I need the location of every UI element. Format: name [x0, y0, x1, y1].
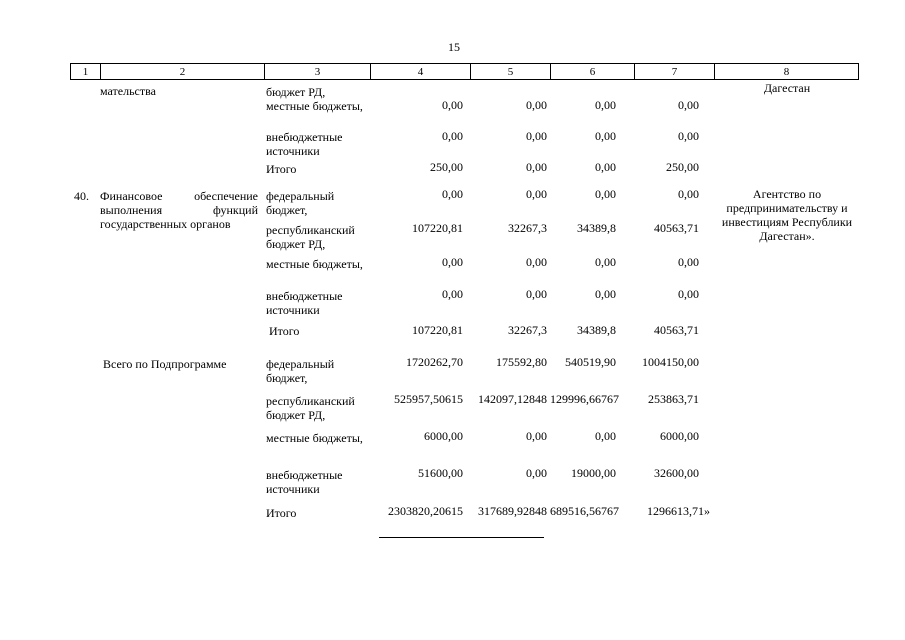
- carry-source-0: бюджет РД,: [266, 85, 326, 99]
- total-r2-c4: 6000,00: [424, 429, 463, 443]
- total-r2-c6: 0,00: [595, 429, 616, 443]
- item-40-r1-c7: 40563,71: [654, 221, 699, 235]
- item-40-r3-c4: 0,00: [442, 287, 463, 301]
- item-40-r2-c4: 0,00: [442, 255, 463, 269]
- item-40-r4-c4: 107220,81: [412, 323, 463, 337]
- carry-source-1: местные бюджеты,: [266, 99, 363, 113]
- carry-r3-c4: 250,00: [430, 160, 463, 174]
- carry-r2-c6: 0,00: [595, 129, 616, 143]
- item-40-name-line-3: государственных органов: [100, 217, 231, 231]
- carry-r3-c7: 250,00: [666, 160, 699, 174]
- carry-source-2: внебюджетные источники: [266, 130, 343, 158]
- item-40-source-0: федеральный бюджет,: [266, 189, 335, 217]
- carry-r1-c6: 0,00: [595, 98, 616, 112]
- total-r3-c5: 0,00: [526, 466, 547, 480]
- carry-r1-c4: 0,00: [442, 98, 463, 112]
- total-r1-c5: 142097,12848: [478, 392, 547, 406]
- total-source-1: республиканский бюджет РД,: [266, 394, 355, 422]
- total-r4-c7: 1296613,71»: [647, 504, 710, 518]
- carry-r1-c5: 0,00: [526, 98, 547, 112]
- carry-r2-c7: 0,00: [678, 129, 699, 143]
- item-40-source-4: Итого: [269, 324, 300, 338]
- carry-name-end: мательства: [100, 84, 156, 98]
- total-r3-c6: 19000,00: [571, 466, 616, 480]
- item-40-r2-c6: 0,00: [595, 255, 616, 269]
- item-40-r3-c7: 0,00: [678, 287, 699, 301]
- item-40-name: [100, 189, 258, 231]
- total-r2-c5: 0,00: [526, 429, 547, 443]
- item-40-r0-c4: 0,00: [442, 187, 463, 201]
- column-header-row: [70, 63, 859, 80]
- item-40-name-line-2: выполнения функций: [100, 203, 258, 217]
- carry-r3-c5: 0,00: [526, 160, 547, 174]
- total-source-3: внебюджетные источники: [266, 468, 343, 496]
- item-40-executor: Агентство по предпринимательству и инвестициям Республики Дагестан».: [721, 187, 853, 243]
- item-40-r1-c6: 34389,8: [577, 221, 616, 235]
- item-40-r3-c6: 0,00: [595, 287, 616, 301]
- item-40-r0-c6: 0,00: [595, 187, 616, 201]
- total-source-0: федеральный бюджет,: [266, 357, 335, 385]
- total-r0-c5: 175592,80: [496, 355, 547, 369]
- total-r4-c6: 689516,56767: [550, 504, 619, 518]
- column-header-4: 4: [371, 64, 471, 80]
- carry-r2-c4: 0,00: [442, 129, 463, 143]
- item-40-r3-c5: 0,00: [526, 287, 547, 301]
- end-of-document-rule: [379, 537, 544, 538]
- item-40-r0-c5: 0,00: [526, 187, 547, 201]
- item-40-number: 40.: [74, 189, 89, 203]
- item-40-source-3: внебюджетные источники: [266, 289, 343, 317]
- column-header-5: 5: [471, 64, 551, 80]
- item-40-r4-c5: 32267,3: [508, 323, 547, 337]
- total-source-2: местные бюджеты,: [266, 431, 363, 445]
- column-header-8: 8: [715, 64, 859, 80]
- carry-source-3: Итого: [266, 162, 297, 176]
- page-number: 15: [448, 40, 460, 54]
- item-40-source-1: республиканский бюджет РД,: [266, 223, 355, 251]
- item-40-r4-c6: 34389,8: [577, 323, 616, 337]
- total-r0-c4: 1720262,70: [406, 355, 463, 369]
- carry-r2-c5: 0,00: [526, 129, 547, 143]
- column-header-1: 1: [71, 64, 101, 80]
- total-source-4: Итого: [266, 506, 297, 520]
- total-name: Всего по Подпрограмме: [103, 357, 227, 371]
- item-40-r2-c5: 0,00: [526, 255, 547, 269]
- item-40-name-line-1: Финансовое обеспечение: [100, 189, 258, 203]
- item-40-r1-c5: 32267,3: [508, 221, 547, 235]
- column-header-2: 2: [101, 64, 265, 80]
- total-r0-c6: 540519,90: [565, 355, 616, 369]
- column-header-7: 7: [635, 64, 715, 80]
- total-r4-c4: 2303820,20615: [388, 504, 463, 518]
- total-r4-c5: 317689,92848: [478, 504, 547, 518]
- total-r1-c6: 129996,66767: [550, 392, 619, 406]
- item-40-r0-c7: 0,00: [678, 187, 699, 201]
- carry-executor-end: Дагестан: [763, 81, 811, 95]
- item-40-source-2: местные бюджеты,: [266, 257, 363, 271]
- total-r1-c7: 253863,71: [648, 392, 699, 406]
- total-r2-c7: 6000,00: [660, 429, 699, 443]
- column-header-3: 3: [265, 64, 371, 80]
- item-40-r4-c7: 40563,71: [654, 323, 699, 337]
- total-r1-c4: 525957,50615: [394, 392, 463, 406]
- total-r0-c7: 1004150,00: [642, 355, 699, 369]
- column-header-6: 6: [551, 64, 635, 80]
- carry-r3-c6: 0,00: [595, 160, 616, 174]
- total-r3-c7: 32600,00: [654, 466, 699, 480]
- total-r3-c4: 51600,00: [418, 466, 463, 480]
- item-40-r2-c7: 0,00: [678, 255, 699, 269]
- carry-r1-c7: 0,00: [678, 98, 699, 112]
- item-40-r1-c4: 107220,81: [412, 221, 463, 235]
